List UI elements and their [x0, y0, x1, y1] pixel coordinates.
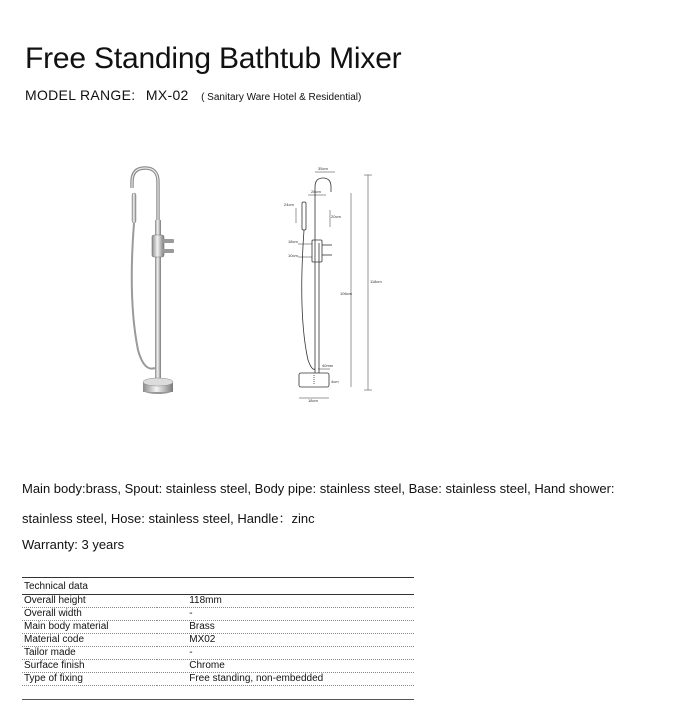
dim-base-width: 18cm	[308, 398, 318, 403]
row-value: Chrome	[157, 660, 414, 673]
row-label: Surface finish	[22, 660, 157, 673]
table-row	[22, 621, 414, 634]
dim-handle-b: 10cm	[288, 253, 298, 258]
model-range-note: ( Sanitary Ware Hotel & Residential)	[201, 92, 362, 103]
model-range-value: MX-02	[145, 87, 189, 103]
table-header: Technical data	[22, 578, 414, 595]
row-value: MX02	[157, 634, 414, 647]
row-value: Brass	[157, 621, 414, 634]
model-range	[25, 87, 361, 105]
row-label: Tailor made	[22, 647, 157, 660]
table-row	[22, 660, 414, 673]
material-description-line-2: stainless steel, Hose: stainless steel, Handle：zinc	[22, 511, 315, 526]
warranty-text: Warranty: 3 years	[22, 537, 125, 552]
table-row	[22, 634, 414, 647]
row-label: Main body material	[22, 621, 157, 634]
dimension-drawing	[268, 165, 393, 410]
table-row	[22, 595, 414, 608]
row-label: Material code	[22, 634, 157, 647]
row-value: -	[157, 647, 414, 660]
dim-top-width: 35cm	[318, 166, 328, 171]
table-bottom-rule	[22, 699, 414, 700]
product-photo	[118, 160, 198, 410]
dim-spout-height: 24cm	[284, 202, 294, 207]
dim-handle-a: 18cm	[288, 239, 298, 244]
row-label: Overall height	[22, 595, 157, 608]
dim-shower-len: 20cm	[331, 214, 341, 219]
dim-base-height: 4cm	[331, 379, 339, 384]
row-label: Type of fixing	[22, 673, 157, 686]
row-label: Overall width	[22, 608, 157, 621]
dim-body-height: 106cm	[340, 291, 353, 296]
material-description-line-1: Main body:brass, Spout: stainless steel, Body pipe: stainless steel, Base: stainless steel, Hand shower:	[22, 481, 615, 496]
table-row	[22, 608, 414, 621]
row-value: Free standing, non-embedded	[157, 673, 414, 686]
table-row	[22, 647, 414, 660]
row-value: -	[157, 608, 414, 621]
table-row	[22, 673, 414, 686]
table-header-row	[22, 578, 414, 595]
dim-total-height: 118cm	[370, 279, 382, 284]
row-value: 118mm	[157, 595, 414, 608]
dim-shower-width: 28cm	[311, 189, 321, 194]
page-title: Free Standing Bathtub Mixer	[25, 42, 402, 75]
dim-pipe-diameter: 40mm	[322, 363, 334, 368]
model-range-label: MODEL RANGE:	[25, 87, 136, 103]
technical-data-table	[22, 577, 414, 686]
